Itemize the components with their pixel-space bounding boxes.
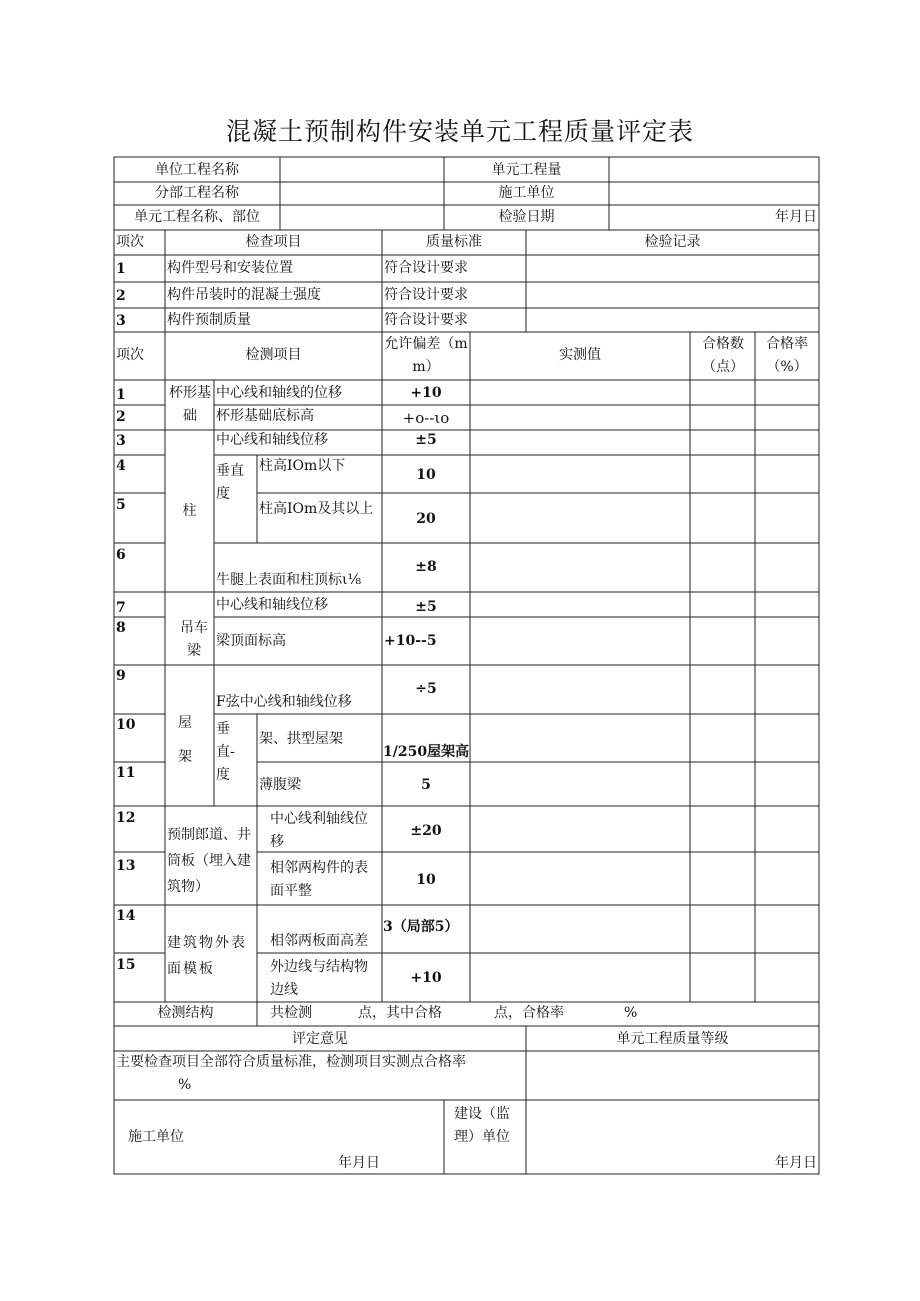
- measure-row-no: 6: [116, 547, 126, 563]
- measure-row-tolerance: 3（局部5）: [383, 919, 459, 935]
- measure-row-tolerance: ±5: [415, 599, 437, 615]
- result-label: 检测结构: [157, 1005, 214, 1021]
- evaluation-opinion-text: 主要检查项目全部符合质量标准，检测项目实测点合格率: [116, 1054, 466, 1070]
- measure-row-tolerance: 1/250屋架高: [383, 744, 470, 760]
- measure-row-tolerance: 5: [421, 777, 431, 793]
- subgroup-truss-verticality: 垂直-度: [216, 721, 235, 783]
- measure-row-no: 1: [116, 387, 126, 403]
- measure-row-tolerance: ±5: [415, 432, 437, 448]
- measure-row-tolerance: +10: [410, 385, 442, 401]
- measure-col-item: 检测项目: [245, 347, 302, 363]
- measure-col-pass-rate: 合格率（%）: [766, 336, 808, 375]
- inspection-date-value: 年月日: [775, 209, 817, 225]
- check-row-standard: 符合设计要求: [384, 287, 468, 303]
- measure-row-item: 相邻两构件的表面平整: [270, 860, 368, 899]
- measure-row-tolerance: ±8: [415, 559, 437, 575]
- measure-row-no: 14: [116, 908, 136, 924]
- evaluation-opinion-label: 评定意见: [292, 1031, 348, 1047]
- result-points-qualified: 点，其中合格: [358, 1005, 442, 1021]
- measure-row-item: 梁顶面标高: [216, 633, 286, 649]
- measure-row-item: 中心线利轴线位移: [270, 811, 368, 850]
- measure-row-item: 架、拱型屋架: [259, 731, 343, 747]
- measure-row-tolerance: +10: [410, 970, 442, 986]
- signoff-supervision-unit: 建设（监理）单位: [454, 1106, 510, 1145]
- measure-row-no: 13: [116, 858, 136, 874]
- measure-row-no: 3: [116, 433, 126, 449]
- sub-project-name-label: 分部工程名称: [155, 185, 239, 201]
- measure-col-no: 项次: [116, 347, 144, 363]
- check-row-item: 构件吊装时的混凝土强度: [167, 287, 321, 303]
- measure-row-item: 中心线和轴线的位移: [216, 385, 342, 401]
- construction-unit-label: 施工单位: [498, 185, 555, 201]
- group-facade-formwork: 建筑物外表面模板: [167, 935, 247, 977]
- measure-row-no: 4: [116, 458, 126, 474]
- subgroup-verticality: 垂直度: [216, 463, 244, 502]
- measure-row-tolerance: 20: [416, 511, 436, 527]
- check-row-no: 1: [116, 261, 126, 277]
- inspection-date-label: 检验日期: [498, 209, 555, 225]
- measure-row-tolerance: ÷5: [415, 681, 437, 697]
- group-cup-foundation: 杯形基础: [169, 385, 211, 424]
- check-row-no: 2: [116, 288, 126, 304]
- check-col-no: 项次: [116, 234, 144, 250]
- measure-row-item: 牛腿上表面和柱顶标ι⅛: [216, 572, 362, 588]
- measure-row-no: 10: [116, 717, 136, 733]
- measure-row-item: F弦中心线和轴线位移: [216, 694, 352, 710]
- measure-row-tolerance: 10: [416, 467, 436, 483]
- measure-row-item: 中心线和轴线位移: [216, 597, 328, 613]
- measure-row-no: 12: [116, 810, 136, 826]
- measure-row-no: 2: [116, 409, 126, 425]
- unit-project-name-label: 单位工程名称: [155, 162, 239, 178]
- measure-row-tolerance: +o--ιo: [402, 409, 450, 427]
- measure-row-item: 杯形基础底标高: [216, 408, 314, 424]
- element-name-location-label: 单元工程名称、部位: [134, 209, 260, 225]
- measure-row-no: 9: [116, 668, 126, 684]
- group-precast-corridor: 预制郎道、井筒板（埋入建筑物）: [167, 827, 251, 895]
- measure-row-no: 7: [116, 600, 126, 616]
- signoff-construction-unit: 施工单位: [128, 1129, 184, 1145]
- check-col-standard: 质量标准: [426, 234, 482, 250]
- signoff-date-left: 年月日: [338, 1155, 380, 1171]
- group-roof-truss: 屋架: [178, 715, 192, 765]
- measure-row-no: 15: [116, 957, 136, 973]
- measure-row-tolerance: ±20: [410, 823, 442, 839]
- result-total-prefix: 共检测: [270, 1005, 312, 1021]
- measure-row-item: 柱高IOm以下: [259, 458, 346, 474]
- measure-row-item: 外边线与结构物边线: [270, 959, 368, 998]
- page-title: 混凝土预制构件安装单元工程质量评定表: [225, 117, 694, 146]
- measure-row-item: 中心线和轴线位移: [216, 432, 328, 448]
- measure-row-item: 薄腹梁: [259, 777, 301, 793]
- measure-row-tolerance: 10: [416, 872, 436, 888]
- signoff-date-right: 年月日: [775, 1155, 817, 1171]
- check-row-item: 构件型号和安装位置: [167, 260, 293, 276]
- measure-row-no: 8: [116, 620, 126, 636]
- measure-row-no: 11: [116, 765, 136, 781]
- measure-col-pass-count: 合格数（点）: [702, 336, 744, 375]
- check-col-item: 检查项目: [245, 234, 302, 250]
- unit-quantity-label: 单元工程量: [491, 162, 562, 178]
- evaluation-percent: %: [178, 1077, 192, 1093]
- check-col-record: 检验记录: [644, 234, 701, 250]
- check-row-standard: 符合设计要求: [384, 312, 468, 328]
- measure-col-tolerance: 允许偏差（mm）: [384, 336, 468, 375]
- measure-row-tolerance: +10--5: [384, 633, 437, 649]
- group-column: 柱: [182, 503, 197, 519]
- check-row-standard: 符合设计要求: [384, 260, 468, 276]
- measure-row-item: 柱高IOm及其以上: [259, 501, 374, 517]
- check-row-no: 3: [116, 313, 126, 329]
- group-crane-beam: 吊车梁: [180, 620, 208, 659]
- check-row-item: 构件预制质量: [167, 312, 251, 328]
- measure-row-item: 相邻两板面高差: [270, 933, 368, 949]
- measure-row-no: 5: [116, 497, 126, 513]
- measure-col-measured: 实测值: [559, 347, 601, 363]
- result-percent: %: [624, 1005, 638, 1021]
- quality-grade-label: 单元工程质量等级: [616, 1031, 729, 1047]
- result-points-rate: 点，合格率: [494, 1005, 564, 1021]
